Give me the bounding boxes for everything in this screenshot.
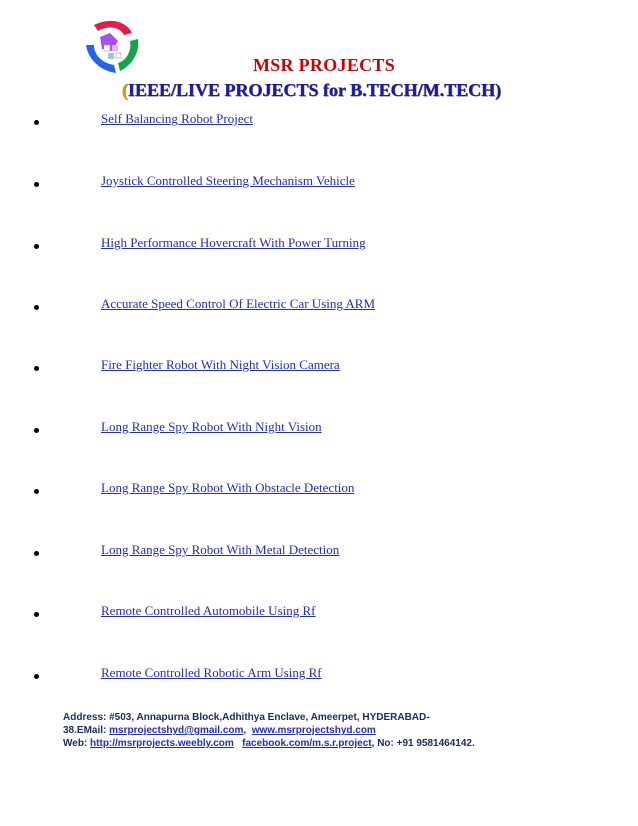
project-link[interactable]: Long Range Spy Robot With Night Vision bbox=[101, 419, 322, 434]
website-link-secondary[interactable]: www.msrprojectshyd.com bbox=[251, 725, 376, 736]
address-line: Address: #503, Annapurna Block,Adhithya Enclave, Ameerpet, HYDERABAD- bbox=[63, 712, 430, 723]
page-subtitle bbox=[122, 80, 501, 101]
list-item bbox=[0, 357, 638, 377]
bullet-icon bbox=[34, 551, 39, 556]
bullet-icon bbox=[34, 674, 39, 679]
bullet-icon bbox=[34, 305, 39, 310]
web-separator bbox=[234, 738, 242, 749]
bullet-icon bbox=[34, 182, 39, 187]
bullet-icon bbox=[34, 489, 39, 494]
project-link[interactable]: Long Range Spy Robot With Obstacle Detection bbox=[101, 480, 355, 495]
project-link[interactable]: High Performance Hovercraft With Power Turning bbox=[101, 235, 366, 250]
list-item bbox=[0, 603, 638, 623]
list-item bbox=[0, 542, 638, 562]
facebook-link[interactable]: facebook.com/m.s.r.project bbox=[242, 738, 372, 749]
page-title: MSR PROJECTS bbox=[252, 55, 396, 75]
list-item bbox=[0, 419, 638, 439]
subtitle-text: IEEE/LIVE PROJECTS for B.TECH/M.TECH) bbox=[128, 80, 502, 100]
list-item bbox=[0, 111, 638, 131]
web-line bbox=[63, 737, 513, 750]
project-link[interactable]: Long Range Spy Robot With Metal Detection bbox=[101, 542, 340, 557]
bullet-icon bbox=[34, 244, 39, 249]
list-item bbox=[0, 480, 638, 500]
contact-footer bbox=[63, 711, 513, 750]
list-item bbox=[0, 173, 638, 193]
project-link[interactable]: Remote Controlled Automobile Using Rf bbox=[101, 603, 316, 618]
project-link[interactable]: Fire Fighter Robot With Night Vision Camera bbox=[101, 357, 340, 372]
list-item bbox=[0, 665, 638, 685]
bullet-icon bbox=[34, 120, 39, 125]
email-line bbox=[63, 724, 513, 737]
website-link[interactable]: http://msrprojects.weebly.com bbox=[90, 738, 234, 749]
list-item bbox=[0, 235, 638, 255]
bullet-icon bbox=[34, 366, 39, 371]
phone-number: , No: +91 9581464142. bbox=[371, 738, 475, 749]
project-link[interactable]: Remote Controlled Robotic Arm Using Rf bbox=[101, 665, 322, 680]
bullet-icon bbox=[34, 428, 39, 433]
email-link[interactable]: msrprojectshyd@gmail.com bbox=[109, 725, 244, 736]
web-label: Web: bbox=[63, 738, 91, 749]
project-link[interactable]: Self Balancing Robot Project bbox=[101, 111, 254, 126]
project-link[interactable]: Joystick Controlled Steering Mechanism Vehicle bbox=[101, 173, 355, 188]
bullet-icon bbox=[34, 612, 39, 617]
email-separator: , bbox=[243, 725, 252, 736]
email-label: 38.EMail: bbox=[63, 725, 110, 736]
subtitle-open-paren: ( bbox=[122, 80, 128, 100]
project-link[interactable]: Accurate Speed Control Of Electric Car Using ARM bbox=[101, 296, 376, 311]
list-item bbox=[0, 296, 638, 316]
